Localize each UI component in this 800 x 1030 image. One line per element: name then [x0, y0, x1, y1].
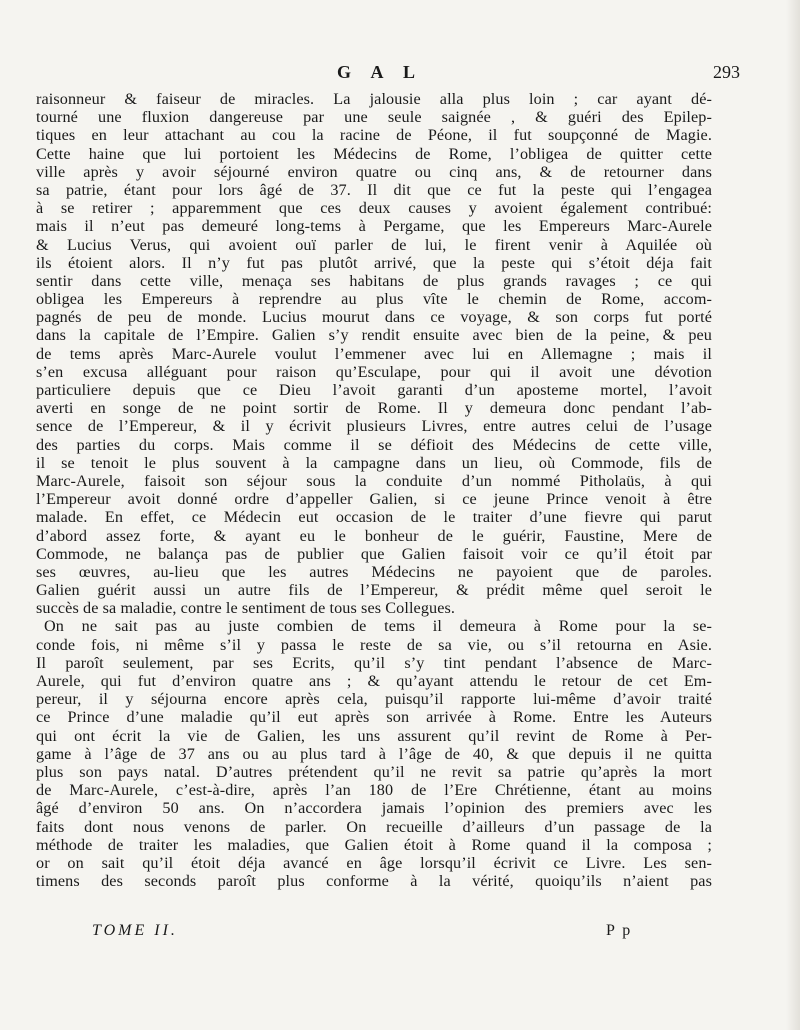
text-line: or on sait qu’il étoit déja avancé en âge lorsqu’il écrivit ce Livre. Les sen-	[36, 853, 712, 872]
text-line: timens des seconds paroît plus conforme à la vérité, quoiqu’ils n’aient pas	[36, 872, 712, 891]
text-line: Aurele, qui fut d’environ quatre ans ; & qu’ayant attendu le retour de cet Em-	[36, 672, 712, 690]
text-line: Marc-Aurele, faisoit son séjour sous la conduite d’un nommé Pitholaüs, à qui	[36, 471, 712, 490]
text-line: qui ont écrit la vie de Galien, les uns assurent qu’il revint de Rome à Per-	[36, 726, 712, 745]
text-line: conde fois, ni même s’il y passa le reste de sa vie, ou s’il retourna en Asie.	[36, 635, 712, 654]
text-line: sentir dans cette ville, menaça ses habitans de plus grands ravages ; ce qui	[36, 271, 712, 290]
text-line: sence de l’Empereur, & il y écrivit plusieurs Livres, entre autres celui de l’usage	[36, 417, 712, 436]
text-line: Il paroît seulement, par ses Ecrits, qu’il s’y tint pendant l’absence de Marc-	[36, 653, 712, 672]
text-line: mais il n’eut pas demeuré long-tems à Pergame, que les Empereurs Marc-Aurele	[36, 217, 712, 236]
text-line: dans la capitale de l’Empire. Galien s’y rendit ensuite avec bien de la peine, & peu	[36, 326, 712, 345]
text-line: ce Prince d’une maladie qu’il eut après son arrivée à Rome. Entre les Auteurs	[36, 708, 712, 727]
text-line: plus son pays natal. D’autres prétendent qu’il ne revit sa patrie qu’après la mort	[36, 762, 712, 781]
running-head	[0, 62, 800, 86]
text-line: tiques en leur attachant au cou la racine de Péone, il fut soupçonné de Magie.	[36, 126, 712, 145]
text-line: pereur, il y séjourna encore après cela, puisqu’il rapporte lui-même d’avoir traité	[36, 690, 712, 709]
text-line: pagnés de peu de monde. Lucius mourut dans ce voyage, & son corps fut porté	[36, 308, 712, 327]
text-line: averti en songe de ne point sortir de Rome. Il y demeura donc pendant l’ab-	[36, 399, 712, 418]
page-edge-shadow	[786, 0, 800, 1030]
text-line: Cette haine que lui portoient les Médecins de Rome, l’obligea de quitter cette	[36, 144, 712, 163]
text-line: sa patrie, étant pour lors âgé de 37. Il dit que ce fut la peste qui l’engagea	[36, 180, 712, 199]
text-line: méthode de traiter les maladies, que Galien étoit à Rome quand il la composa ;	[36, 835, 712, 854]
text-line: obligea les Empereurs à reprendre au plus vîte le chemin de Rome, accom-	[36, 290, 712, 309]
text-line: âgé d’environ 50 ans. On n’accordera jamais l’opinion des premiers avec les	[36, 799, 712, 818]
text-line: s’en excusa alléguant pour raison qu’Esculape, pour qui il avoit une dévotion	[36, 362, 712, 381]
text-line: succès de sa maladie, contre le sentiment de tous ses Collegues.	[36, 599, 456, 618]
page-footer	[0, 922, 800, 950]
text-line: il se tenoit le plus souvent à la campagne dans un lieu, où Commode, fils de	[36, 453, 712, 472]
gathering-signature: P p	[606, 922, 633, 939]
text-line: d’abord assez forte, & ayant eu le bonheur de le guérir, Faustine, Mere de	[36, 526, 712, 545]
text-line: ville après y avoir séjourné environ quatre ou cinq ans, & de retourner dans	[36, 162, 712, 181]
text-line: de tems après Marc-Aurele voulut l’emmener avec lui en Allemagne ; mais il	[36, 344, 712, 363]
body-text	[36, 90, 712, 890]
text-line: particuliere depuis que ce Dieu l’avoit garanti d’un aposteme mortel, l’avoit	[36, 381, 712, 399]
text-line: ses œuvres, au-lieu que les autres Médecins ne payoient que de paroles.	[36, 562, 712, 581]
text-line: faits dont nous venons de parler. On recueille d’ailleurs d’un passage de la	[36, 817, 712, 836]
text-line: Galien guérit aussi un autre fils de l’Empereur, & prédit même quel seroit le	[36, 581, 712, 600]
text-line: Commode, ne balança pas de publier que Galien faisoit voir ce qu’il étoit par	[36, 544, 712, 563]
text-line: On ne sait pas au juste combien de tems il demeura à Rome pour la se-	[44, 617, 712, 636]
text-line: malade. En effet, ce Médecin eut occasion de le traiter d’une fievre qui parut	[36, 508, 712, 527]
text-line: de Marc-Aurele, c’est-à-dire, après l’an 180 de l’Ere Chrétienne, étant au moins	[36, 781, 712, 800]
text-line: ils étoient alors. Il n’y fut pas plutôt arrivé, que la peste qui s’étoit déja fait	[36, 253, 712, 272]
text-line: tourné une fluxion dangereuse par une seule saignée , & guéri des Epilep-	[36, 108, 712, 127]
text-line: des parties du corps. Mais comme il se défioit des Médecins de cette ville,	[36, 435, 712, 454]
text-line: & Lucius Verus, qui avoient ouï parler de lui, le firent venir à Aquilée où	[36, 235, 712, 254]
text-line: à se retirer ; apparemment que ces deux causes y avoient également contribué:	[36, 199, 712, 218]
text-line: raisonneur & faiseur de miracles. La jalousie alla plus loin ; car ayant dé-	[36, 90, 712, 108]
page-number: 293	[713, 62, 740, 82]
volume-signature: TOME II.	[92, 922, 178, 939]
text-line: game à l’âge de 37 ans ou au plus tard à l’âge de 40, & que depuis il ne quitta	[36, 744, 712, 763]
text-line: l’Empereur avoit donné ordre d’appeller Galien, si ce jeune Prince venoit à être	[36, 490, 712, 509]
running-title: G A L	[336, 62, 424, 82]
